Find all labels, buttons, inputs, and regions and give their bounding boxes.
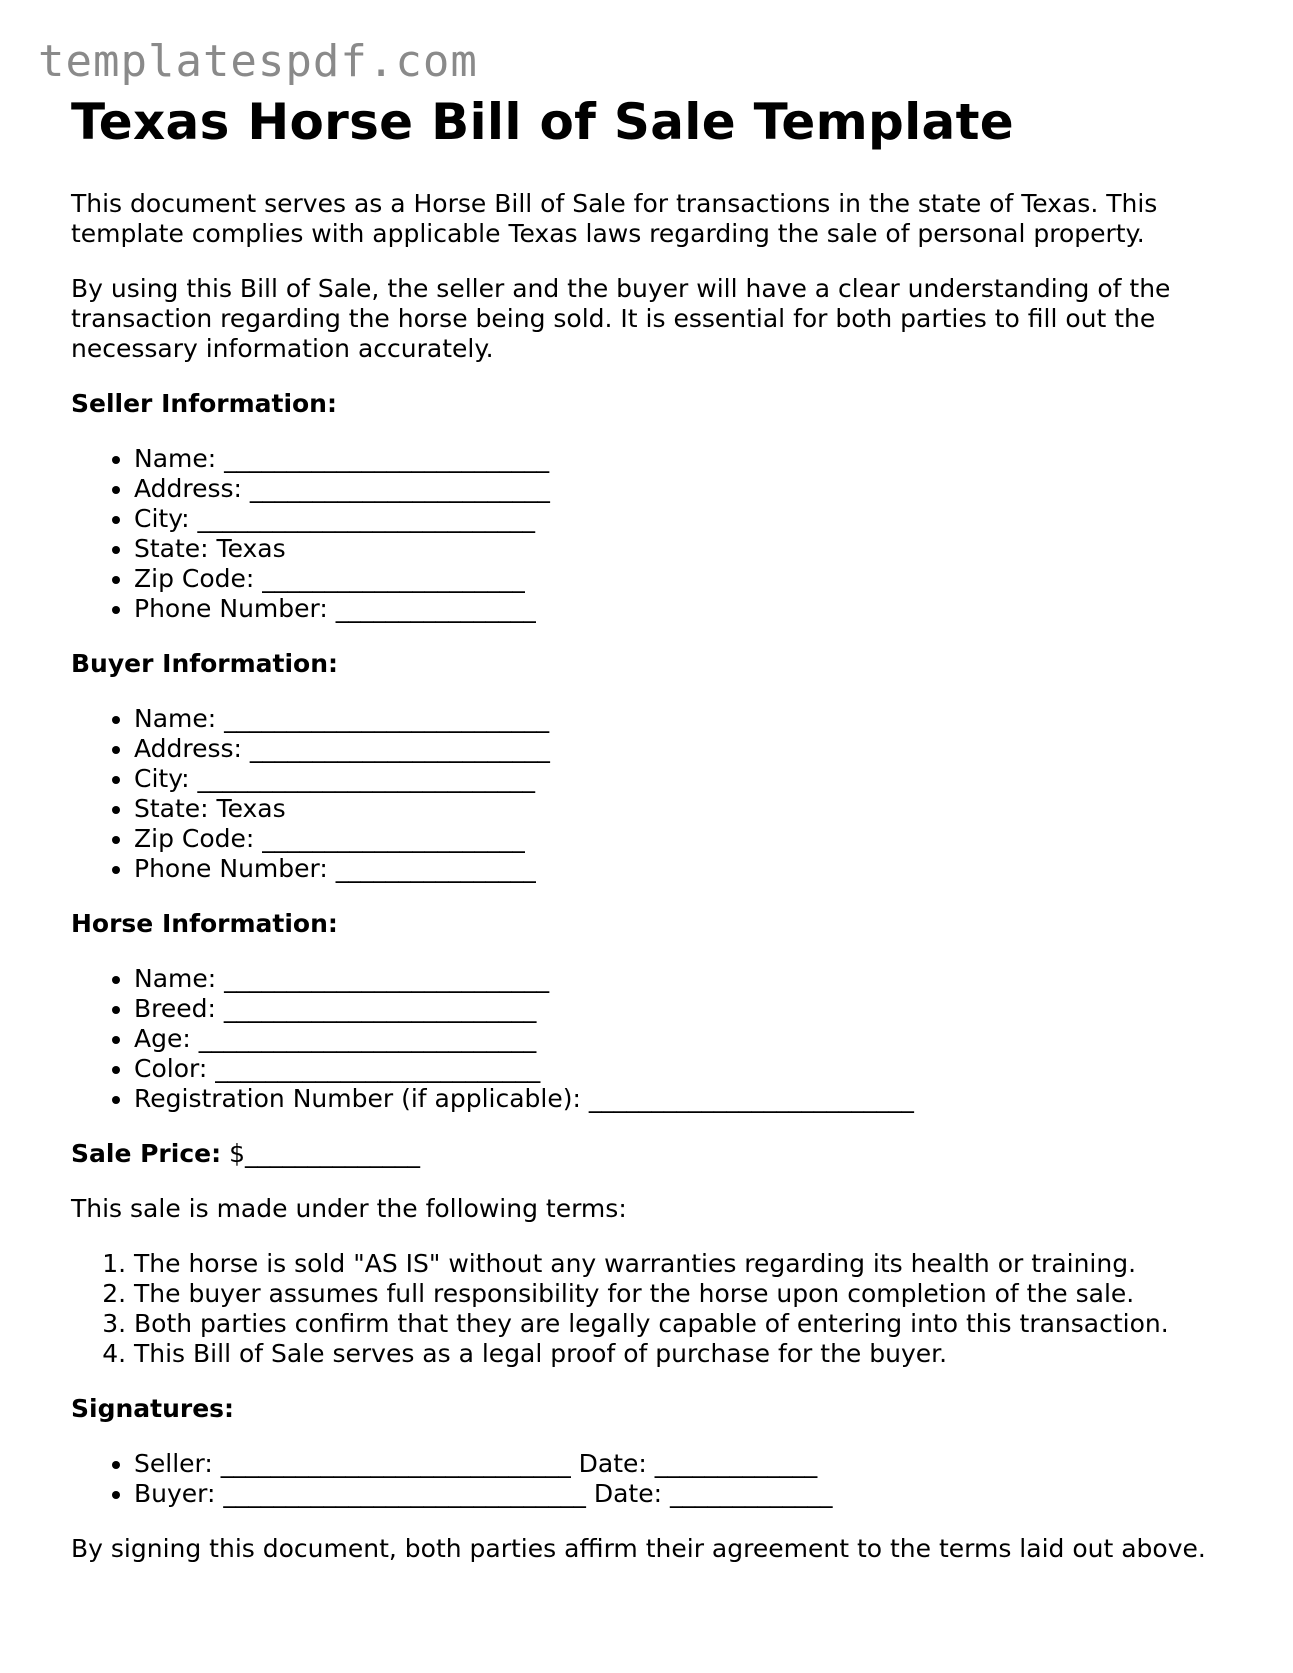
horse-name-field: • Name: __________________________ (134, 964, 1241, 994)
seller-heading: Seller Information: (71, 389, 337, 418)
buyer-list (71, 704, 1241, 884)
buyer-city-field: • City: ___________________________ (134, 764, 1241, 794)
buyer-signature-line: • Buyer: _____________________________ Date: _____________ (134, 1479, 1241, 1509)
term-item: 4. This Bill of Sale serves as a legal proof of purchase for the buyer. (134, 1339, 1241, 1369)
seller-signature-line: • Seller: ____________________________ Date: _____________ (134, 1449, 1241, 1479)
horse-color-field: • Color: __________________________ (134, 1054, 1241, 1084)
sale-price-value: $______________ (229, 1139, 420, 1168)
horse-age-field: • Age: ___________________________ (134, 1024, 1241, 1054)
seller-list (71, 444, 1241, 624)
buyer-heading: Buyer Information: (71, 649, 339, 678)
sale-price-label: Sale Price: (71, 1139, 222, 1168)
terms-list (71, 1249, 1241, 1369)
term-item: 1. The horse is sold "AS IS" without any warranties regarding its health or training. (134, 1249, 1241, 1279)
signatures-heading: Signatures: (71, 1394, 235, 1423)
terms-intro: This sale is made under the following terms: (71, 1194, 627, 1223)
document-body (71, 88, 1241, 1564)
buyer-state-field: • State: Texas (134, 794, 1241, 824)
intro-paragraph-2: By using this Bill of Sale, the seller and the buyer will have a clear understanding of the transaction regarding the horse being sold. It is essential for both parties to fill out the necessary information accurately. (71, 274, 1171, 363)
sale-price-line (71, 1139, 1241, 1169)
horse-list (71, 964, 1241, 1114)
signatures-list (71, 1449, 1241, 1509)
seller-state-field: • State: Texas (134, 534, 1241, 564)
watermark: templatespdf.com (38, 36, 478, 87)
seller-city-field: • City: ___________________________ (134, 504, 1241, 534)
term-item: 2. The buyer assumes full responsibility for the horse upon completion of the sale. (134, 1279, 1241, 1309)
buyer-name-field: • Name: __________________________ (134, 704, 1241, 734)
seller-name-field: • Name: __________________________ (134, 444, 1241, 474)
page-title: Texas Horse Bill of Sale Template (71, 93, 1014, 151)
seller-zip-field: • Zip Code: _____________________ (134, 564, 1241, 594)
closing-statement: By signing this document, both parties affirm their agreement to the terms laid out above. (71, 1534, 1206, 1563)
term-item: 3. Both parties confirm that they are legally capable of entering into this transaction. (134, 1309, 1241, 1339)
seller-phone-field: • Phone Number: ________________ (134, 594, 1241, 624)
buyer-phone-field: • Phone Number: ________________ (134, 854, 1241, 884)
horse-heading: Horse Information: (71, 909, 338, 938)
intro-paragraph-1: This document serves as a Horse Bill of Sale for transactions in the state of Texas. This template complies with applicable Texas laws regarding the sale of personal property. (71, 189, 1158, 248)
buyer-zip-field: • Zip Code: _____________________ (134, 824, 1241, 854)
seller-address-field: • Address: ________________________ (134, 474, 1241, 504)
horse-breed-field: • Breed: _________________________ (134, 994, 1241, 1024)
buyer-address-field: • Address: ________________________ (134, 734, 1241, 764)
horse-registration-field: • Registration Number (if applicable): __________________________ (134, 1084, 1241, 1114)
